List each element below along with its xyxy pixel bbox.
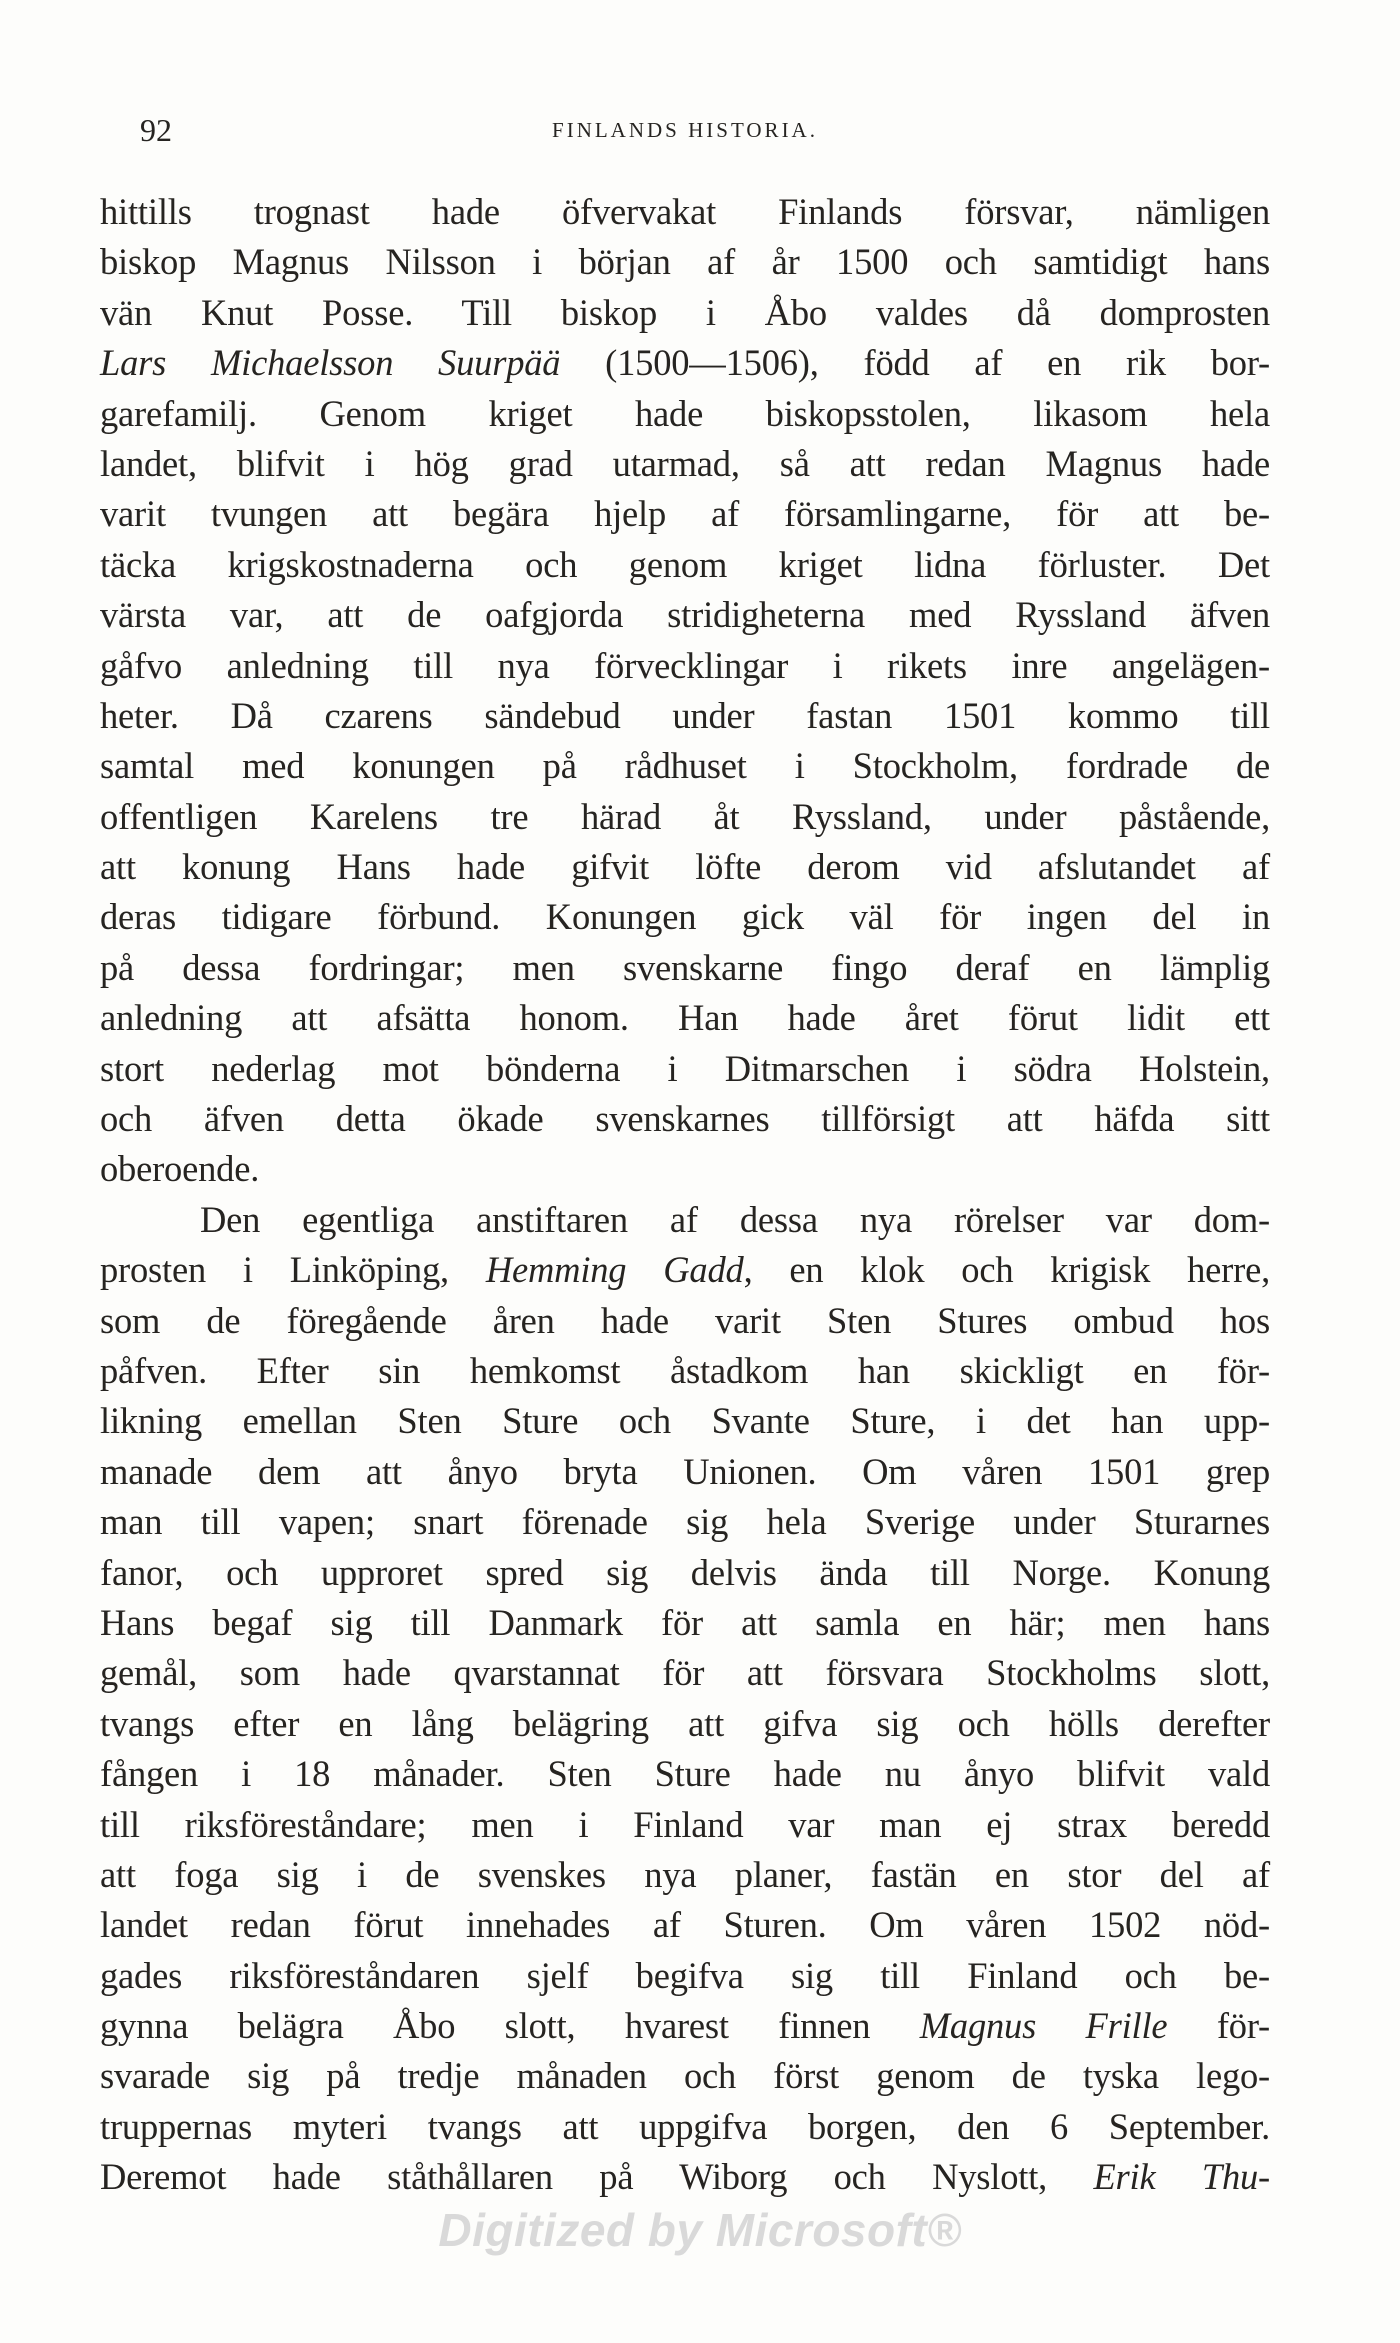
text-line (100, 691, 1270, 741)
text-segment: på dessa fordringar; men svenskarne fingo deraf en lämplig (100, 946, 1270, 988)
text-line (100, 2051, 1270, 2101)
text-line (100, 187, 1270, 237)
text-line (100, 892, 1270, 942)
text-segment: för- (1167, 2005, 1271, 2047)
text-segment: Deremot hade ståthållaren på Wiborg och Nyslott, (100, 2156, 1094, 2198)
text-line (100, 1598, 1270, 1648)
text-segment: landet redan förut innehades af Sturen. Om våren 1502 nöd- (100, 1904, 1270, 1946)
text-line (100, 237, 1270, 287)
text-segment: garefamilj. Genom kriget hade biskopsstolen, likasom hela (100, 392, 1270, 434)
text-line (100, 2152, 1270, 2202)
italic-name-segment: Hemming Gadd (485, 1249, 744, 1291)
italic-name-segment: Lars Michaelsson Suurpää (100, 342, 561, 384)
running-title: FINLANDS HISTORIA. (552, 118, 818, 142)
text-segment: hittills trognast hade öfvervakat Finlands försvar, nämligen (100, 191, 1270, 232)
text-line (100, 1648, 1270, 1698)
text-line (100, 288, 1270, 338)
text-line (100, 439, 1270, 489)
text-line (100, 1094, 1270, 1144)
text-segment: , en klok och krigisk herre, (743, 1249, 1271, 1291)
text-line (100, 1548, 1270, 1598)
text-segment: värsta var, att de oafgjorda stridigheterna med Ryssland äfven (100, 594, 1270, 636)
text-line (100, 1447, 1270, 1497)
text-line (100, 1699, 1270, 1749)
text-line (100, 1497, 1270, 1547)
text-line (100, 2102, 1270, 2152)
text-segment: svarade sig på tredje månaden och först genom de tyska lego- (100, 2055, 1270, 2097)
text-line (100, 1245, 1270, 1295)
text-segment: Den egentliga anstiftaren af dessa nya rörelser var dom- (200, 1198, 1270, 1240)
text-segment: som de föregående åren hade varit Sten Stures ombud hos (100, 1299, 1270, 1341)
text-segment: varit tvungen att begära hjelp af församlingarne, för att be- (100, 493, 1270, 535)
text-segment: gåfvo anledning till nya förvecklingar i rikets inre angelägen- (100, 644, 1270, 686)
text-segment: gynna belägra Åbo slott, hvarest finnen (100, 2005, 920, 2047)
text-line (100, 1346, 1270, 1396)
text-segment: deras tidigare förbund. Konungen gick väl för ingen del in (100, 896, 1270, 938)
text-line (100, 1195, 1270, 1245)
text-line (100, 1850, 1270, 1900)
text-line (100, 1749, 1270, 1799)
text-segment: anledning att afsätta honom. Han hade året förut lidit ett (100, 997, 1270, 1039)
page-number: 92 (140, 112, 172, 148)
text-line (100, 1296, 1270, 1346)
text-line (100, 741, 1270, 791)
text-segment: gemål, som hade qvarstannat för att försvara Stockholms slott, (100, 1652, 1270, 1694)
text-line (100, 1951, 1270, 2001)
text-segment: fången i 18 månader. Sten Sture hade nu ånyo blifvit vald (100, 1753, 1270, 1795)
text-segment: truppernas myteri tvangs att uppgifva borgen, den 6 September. (100, 2105, 1270, 2147)
text-segment: manade dem att ånyo bryta Unionen. Om våren 1501 grep (100, 1450, 1270, 1492)
text-line (100, 1900, 1270, 1950)
text-segment: påfven. Efter sin hemkomst åstadkom han skickligt en för- (100, 1349, 1270, 1391)
text-segment: till riksföreståndare; men i Finland var man ej strax beredd (100, 1803, 1270, 1845)
text-segment: att konung Hans hade gifvit löfte derom vid afslutandet af (100, 846, 1270, 888)
text-segment: biskop Magnus Nilsson i början af år 1500 och samtidigt hans (100, 241, 1270, 283)
text-line (100, 1396, 1270, 1446)
text-line (100, 1144, 1270, 1194)
running-head (100, 112, 1270, 152)
text-segment: gades riksföreståndaren sjelf begifva sig till Finland och be- (100, 1954, 1270, 1996)
text-segment: Hans begaf sig till Danmark för att samla en här; men hans (100, 1601, 1270, 1643)
text-segment: landet, blifvit i hög grad utarmad, så att redan Magnus hade (100, 442, 1270, 484)
digitization-watermark: Digitized by Microsoft® (438, 2204, 962, 2256)
text-line (100, 489, 1270, 539)
text-line (100, 943, 1270, 993)
text-line (100, 641, 1270, 691)
italic-name-segment: Magnus Frille (919, 2005, 1168, 2047)
text-segment: offentligen Karelens tre härad åt Ryssland, under påstående, (100, 795, 1270, 837)
text-line (100, 540, 1270, 590)
text-segment: fanor, och upproret spred sig delvis ända till Norge. Konung (100, 1551, 1270, 1593)
text-segment: tvangs efter en lång belägring att gifva sig och hölls derefter (100, 1702, 1270, 1744)
text-segment: oberoende. (100, 1148, 260, 1190)
text-line (100, 842, 1270, 892)
text-line (100, 590, 1270, 640)
text-segment: (1500—1506), född af en rik bor- (560, 342, 1271, 384)
text-segment: samtal med konungen på rådhuset i Stockholm, fordrade de (100, 745, 1270, 787)
text-line (100, 993, 1270, 1043)
text-segment: vän Knut Posse. Till biskop i Åbo valdes då domprosten (100, 291, 1270, 333)
text-line (100, 389, 1270, 439)
text-line (100, 1800, 1270, 1850)
italic-name-segment: Erik Thu- (1093, 2156, 1270, 2198)
text-segment: att foga sig i de svenskes nya planer, fastän en stor del af (100, 1853, 1270, 1895)
text-segment: prosten i Linköping, (100, 1249, 486, 1291)
text-line (100, 2001, 1270, 2051)
text-line (100, 792, 1270, 842)
text-line (100, 1044, 1270, 1094)
text-segment: heter. Då czarens sändebud under fastan 1501 kommo till (100, 694, 1270, 736)
text-segment: man till vapen; snart förenade sig hela Sverige under Sturarnes (100, 1501, 1270, 1543)
text-line (100, 338, 1270, 388)
text-segment: stort nederlag mot bönderna i Ditmarschen i södra Holstein, (100, 1047, 1270, 1089)
body-text (100, 187, 1270, 2203)
text-segment: och äfven detta ökade svenskarnes tillförsigt att häfda sitt (100, 1098, 1270, 1140)
text-segment: täcka krigskostnaderna och genom kriget lidna förluster. Det (100, 543, 1270, 585)
text-segment: likning emellan Sten Sture och Svante Sture, i det han upp- (100, 1400, 1270, 1442)
